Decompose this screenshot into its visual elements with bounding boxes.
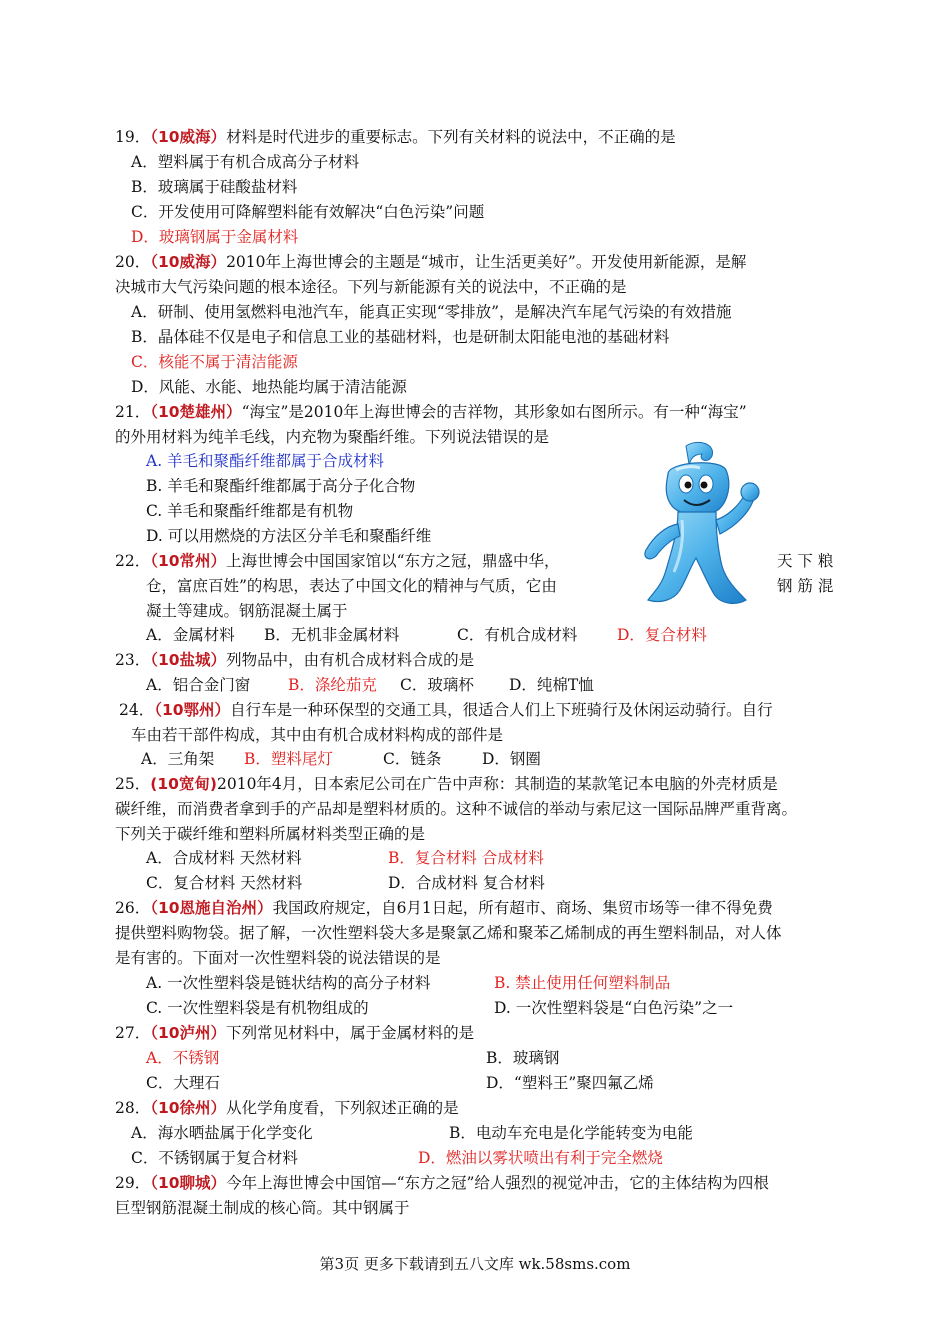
q27-option-c: C．大理石 xyxy=(146,1074,220,1092)
q22-option-c: C．有机合成材料 xyxy=(457,626,578,644)
q26-stem-2: 提供塑料购物袋。据了解，一次性塑料袋大多是聚氯乙烯和聚苯乙烯制成的再生塑料制品，对人体 xyxy=(115,924,782,942)
q27-option-a-answer: A．不锈钢 xyxy=(146,1049,220,1067)
q24-option-b-answer: B．塑料尾灯 xyxy=(244,750,333,768)
q25-stem-3: 下列关于碳纤维和塑料所属材料类型正确的是 xyxy=(115,825,426,843)
q22-option-a: A．金属材料 xyxy=(146,626,235,644)
q27-stem: 27．（10泸州）下列常见材料中，属于金属材料的是 xyxy=(115,1024,475,1042)
q26-stem-3: 是有害的。下面对一次性塑料袋的说法错误的是 xyxy=(115,949,441,967)
q22-option-d-answer: D．复合材料 xyxy=(617,626,707,644)
q24-option-c: C．链条 xyxy=(383,750,442,768)
q20-stem: 20．（10威海）2010年上海世博会的主题是“城市，让生活更美好”。开发使用新能源，是解 xyxy=(115,253,747,271)
q26-option-a: A. 一次性塑料袋是链状结构的高分子材料 xyxy=(146,974,431,992)
q22-stem-3: 凝土等建成。钢筋混凝土属于 xyxy=(146,602,348,620)
q22-source: （10常州） xyxy=(150,552,227,570)
q21-option-d: D. 可以用燃烧的方法区分羊毛和聚酯纤维 xyxy=(146,527,432,545)
q24-stem: 24．（10鄂州）自行车是一种环保型的交通工具，很适合人们上下班骑行及休闲运动骑行。自行 xyxy=(119,701,773,719)
q27-option-d: D．“塑料王”聚四氟乙烯 xyxy=(486,1074,654,1092)
q28-option-a: A．海水晒盐属于化学变化 xyxy=(131,1124,313,1142)
q29-stem: 29．（10聊城）今年上海世博会中国馆—“东方之冠”给人强烈的视觉冲击，它的主体结构为四根 xyxy=(115,1174,769,1192)
q21-option-a-answer: A. 羊毛和聚酯纤维都属于合成材料 xyxy=(146,452,385,470)
q26-option-c: C. 一次性塑料袋是有机物组成的 xyxy=(146,999,369,1017)
q19-option-a: A．塑料属于有机合成高分子材料 xyxy=(131,153,360,171)
q26-option-b-answer: B. 禁止使用任何塑料制品 xyxy=(494,974,671,992)
q21-option-c: C. 羊毛和聚酯纤维都是有机物 xyxy=(146,502,354,520)
q21-option-b: B. 羊毛和聚酯纤维都属于高分子化合物 xyxy=(146,477,416,495)
q20-option-b: B．晶体硅不仅是电子和信息工业的基础材料，也是研制太阳能电池的基础材料 xyxy=(131,328,670,346)
q25-option-a: A．合成材料 天然材料 xyxy=(146,849,302,867)
q19-option-d-answer: D．玻璃钢属于金属材料 xyxy=(131,228,299,246)
q28-source: （10徐州） xyxy=(150,1099,227,1117)
q20-stem-2: 决城市大气污染问题的根本途径。下列与新能源有关的说法中，不正确的是 xyxy=(115,278,627,296)
haibao-mascot-image xyxy=(628,440,768,610)
page-footer: 第3页 更多下载请到五八文库 wk.58sms.com xyxy=(319,1255,631,1273)
q21-stem: 21．（10楚雄州）“海宝”是2010年上海世博会的吉祥物，其形象如右图所示。有一种“海宝” xyxy=(115,403,747,421)
q29-stem-2: 巨型钢筋混凝土制成的核心筒。其中钢属于 xyxy=(115,1199,410,1217)
q28-option-b: B．电动车充电是化学能转变为电能 xyxy=(449,1124,693,1142)
q21-source: （10楚雄州） xyxy=(150,403,242,421)
q25-option-d: D．合成材料 复合材料 xyxy=(388,874,545,892)
q25-option-b-answer: B．复合材料 合成材料 xyxy=(388,849,544,867)
q24-option-a: A．三角架 xyxy=(141,750,215,768)
q22-stem-right-1: 天 下 粮 xyxy=(777,552,834,570)
q20-option-d: D．风能、水能、地热能均属于清洁能源 xyxy=(131,378,407,396)
q25-source: (10宽甸) xyxy=(150,775,217,793)
q19-option-c: C．开发使用可降解塑料能有效解决“白色污染”问题 xyxy=(131,203,485,221)
q27-source: （10泸州） xyxy=(150,1024,227,1042)
q23-option-a: A．铝合金门窗 xyxy=(146,676,251,694)
q20-source: （10威海） xyxy=(150,253,227,271)
q19-source: （10威海） xyxy=(150,128,227,146)
q26-option-d: D. 一次性塑料袋是“白色污染”之一 xyxy=(494,999,734,1017)
q20-option-a: A．研制、使用氢燃料电池汽车，能真正实现“零排放”，是解决汽车尾气污染的有效措施 xyxy=(131,303,732,321)
q23-source: （10盐城） xyxy=(150,651,227,669)
q26-stem: 26．（10恩施自治州）我国政府规定，自6月1日起，所有超市、商场、集贸市场等一律不得免费 xyxy=(115,899,773,917)
q24-stem-2: 车由若干部件构成，其中由有机合成材料构成的部件是 xyxy=(131,726,504,744)
q25-stem: 25．(10宽甸)2010年4月，日本索尼公司在广告中声称：其制造的某款笔记本电脑的外壳材质是 xyxy=(115,775,778,793)
q22-stem: 22．（10常州）上海世博会中国国家馆以“东方之冠，鼎盛中华， xyxy=(115,552,560,570)
q22-stem-right-2: 钢 筋 混 xyxy=(777,577,834,595)
q20-option-c-answer: C．核能不属于清洁能源 xyxy=(131,353,298,371)
q27-option-b: B．玻璃钢 xyxy=(486,1049,560,1067)
q23-option-d: D．纯棉T恤 xyxy=(509,676,594,694)
q22-option-b: B．无机非金属材料 xyxy=(264,626,400,644)
q24-source: （10鄂州） xyxy=(154,701,231,719)
q29-source: （10聊城） xyxy=(150,1174,227,1192)
q23-option-c: C．玻璃杯 xyxy=(400,676,474,694)
q22-stem-2: 仓，富庶百姓”的构思，表达了中国文化的精神与气质，它由 xyxy=(146,577,557,595)
q19-stem: 19．（10威海）材料是时代进步的重要标志。下列有关材料的说法中，不正确的是 xyxy=(115,128,676,146)
q21-stem-2: 的外用材料为纯羊毛线，内充物为聚酯纤维。下列说法错误的是 xyxy=(115,428,550,446)
q25-option-c: C．复合材料 天然材料 xyxy=(146,874,303,892)
q23-stem: 23．（10盐城）列物品中，由有机合成材料合成的是 xyxy=(115,651,475,669)
q26-source: （10恩施自治州） xyxy=(150,899,273,917)
q28-stem: 28．（10徐州）从化学角度看，下列叙述正确的是 xyxy=(115,1099,459,1117)
q24-option-d: D．钢圈 xyxy=(482,750,541,768)
q19-option-b: B．玻璃属于硅酸盐材料 xyxy=(131,178,298,196)
q25-stem-2: 碳纤维，而消费者拿到手的产品却是塑料材质的。这种不诚信的举动与索尼这一国际品牌严重背离。 xyxy=(115,800,798,818)
q28-option-d-answer: D．燃油以雾状喷出有利于完全燃烧 xyxy=(418,1149,663,1167)
q23-option-b-answer: B．涤纶茄克 xyxy=(288,676,377,694)
q28-option-c: C．不锈钢属于复合材料 xyxy=(131,1149,298,1167)
